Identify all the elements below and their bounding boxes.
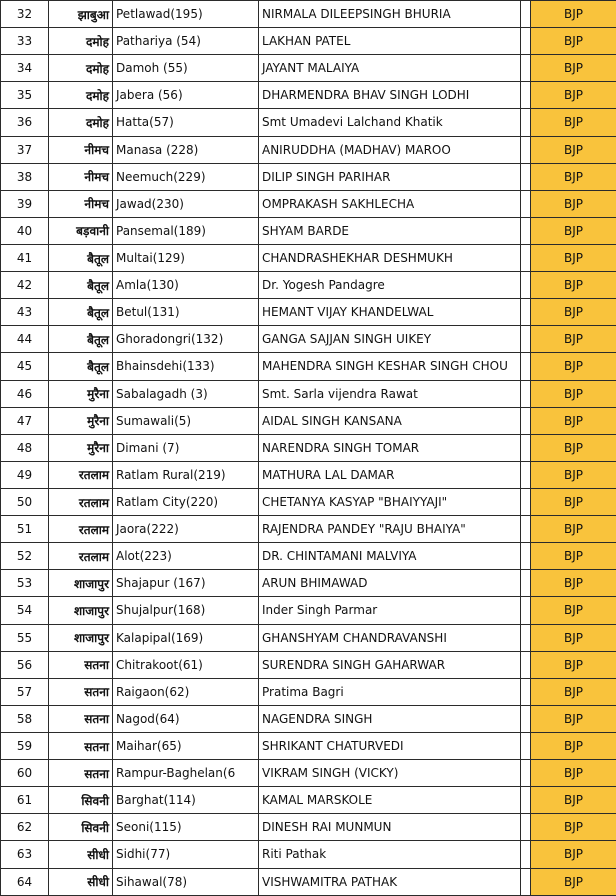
spacer-cell	[521, 217, 531, 244]
constituency-cell: Ghoradongri(132)	[113, 326, 259, 353]
party-cell: BJP	[531, 868, 616, 896]
candidate-cell: NIRMALA DILEEPSINGH BHURIA	[259, 1, 521, 28]
table-row	[1, 28, 616, 55]
constituency-cell: Shujalpur(168)	[113, 597, 259, 624]
spacer-cell	[521, 244, 531, 271]
constituency-cell: Jaora(222)	[113, 516, 259, 543]
party-cell: BJP	[531, 272, 616, 299]
district-cell: मुरैना	[49, 407, 113, 434]
table-row	[1, 597, 616, 624]
candidate-cell: Riti Pathak	[259, 841, 521, 868]
party-cell: BJP	[531, 353, 616, 380]
party-cell: BJP	[531, 407, 616, 434]
spacer-cell	[521, 380, 531, 407]
table-row	[1, 705, 616, 732]
constituency-cell: Petlawad(195)	[113, 1, 259, 28]
candidate-cell: AIDAL SINGH KANSANA	[259, 407, 521, 434]
serial-number-cell: 34	[1, 55, 49, 82]
district-cell: शाजापुर	[49, 597, 113, 624]
constituency-cell: Jawad(230)	[113, 190, 259, 217]
candidate-cell: SURENDRA SINGH GAHARWAR	[259, 651, 521, 678]
spacer-cell	[521, 760, 531, 787]
table-row	[1, 217, 616, 244]
table-row	[1, 380, 616, 407]
candidate-cell: HEMANT VIJAY KHANDELWAL	[259, 299, 521, 326]
constituency-cell: Dimani (7)	[113, 434, 259, 461]
candidate-cell: NAGENDRA SINGH	[259, 705, 521, 732]
spacer-cell	[521, 597, 531, 624]
candidate-cell: OMPRAKASH SAKHLECHA	[259, 190, 521, 217]
party-cell: BJP	[531, 651, 616, 678]
candidate-cell: KAMAL MARSKOLE	[259, 787, 521, 814]
spacer-cell	[521, 272, 531, 299]
constituency-cell: Kalapipal(169)	[113, 624, 259, 651]
constituency-cell: Hatta(57)	[113, 109, 259, 136]
party-cell: BJP	[531, 217, 616, 244]
district-cell: दमोह	[49, 55, 113, 82]
table-row	[1, 732, 616, 759]
spacer-cell	[521, 1, 531, 28]
table-row	[1, 841, 616, 868]
table-row	[1, 787, 616, 814]
district-cell: बैतूल	[49, 326, 113, 353]
district-cell: शाजापुर	[49, 570, 113, 597]
serial-number-cell: 47	[1, 407, 49, 434]
party-cell: BJP	[531, 326, 616, 353]
district-cell: बैतूल	[49, 272, 113, 299]
table-row	[1, 163, 616, 190]
spacer-cell	[521, 651, 531, 678]
district-cell: दमोह	[49, 82, 113, 109]
district-cell: सतना	[49, 760, 113, 787]
table-row	[1, 570, 616, 597]
table-row	[1, 651, 616, 678]
serial-number-cell: 53	[1, 570, 49, 597]
district-cell: शाजापुर	[49, 624, 113, 651]
party-cell: BJP	[531, 814, 616, 841]
constituency-cell: Ratlam City(220)	[113, 488, 259, 515]
candidate-cell: Pratima Bagri	[259, 678, 521, 705]
candidate-cell: MATHURA LAL DAMAR	[259, 461, 521, 488]
district-cell: बैतूल	[49, 244, 113, 271]
candidate-cell: GANGA SAJJAN SINGH UIKEY	[259, 326, 521, 353]
candidate-cell: Smt. Sarla vijendra Rawat	[259, 380, 521, 407]
spacer-cell	[521, 326, 531, 353]
table-row	[1, 136, 616, 163]
spacer-cell	[521, 814, 531, 841]
serial-number-cell: 32	[1, 1, 49, 28]
serial-number-cell: 50	[1, 488, 49, 515]
district-cell: सतना	[49, 732, 113, 759]
serial-number-cell: 57	[1, 678, 49, 705]
candidate-cell: Inder Singh Parmar	[259, 597, 521, 624]
district-cell: बैतूल	[49, 353, 113, 380]
table-row	[1, 407, 616, 434]
party-cell: BJP	[531, 136, 616, 163]
table-row	[1, 760, 616, 787]
table-row	[1, 244, 616, 271]
district-cell: सतना	[49, 678, 113, 705]
spacer-cell	[521, 190, 531, 217]
constituency-cell: Sihawal(78)	[113, 868, 259, 896]
table-row	[1, 543, 616, 570]
serial-number-cell: 62	[1, 814, 49, 841]
constituency-cell: Raigaon(62)	[113, 678, 259, 705]
candidate-cell: MAHENDRA SINGH KESHAR SINGH CHOU	[259, 353, 521, 380]
party-cell: BJP	[531, 190, 616, 217]
table-row	[1, 272, 616, 299]
district-cell: सतना	[49, 651, 113, 678]
party-cell: BJP	[531, 516, 616, 543]
district-cell: सतना	[49, 705, 113, 732]
district-cell: दमोह	[49, 109, 113, 136]
candidate-cell: DR. CHINTAMANI MALVIYA	[259, 543, 521, 570]
party-cell: BJP	[531, 1, 616, 28]
spacer-cell	[521, 488, 531, 515]
table-row	[1, 353, 616, 380]
table-row	[1, 326, 616, 353]
table-row	[1, 624, 616, 651]
constituency-cell: Shajapur (167)	[113, 570, 259, 597]
constituency-cell: Chitrakoot(61)	[113, 651, 259, 678]
district-cell: सिवनी	[49, 787, 113, 814]
serial-number-cell: 56	[1, 651, 49, 678]
serial-number-cell: 52	[1, 543, 49, 570]
party-cell: BJP	[531, 705, 616, 732]
party-cell: BJP	[531, 461, 616, 488]
table-row	[1, 461, 616, 488]
district-cell: दमोह	[49, 28, 113, 55]
spacer-cell	[521, 136, 531, 163]
district-cell: बड़वानी	[49, 217, 113, 244]
constituency-cell: Nagod(64)	[113, 705, 259, 732]
constituency-cell: Neemuch(229)	[113, 163, 259, 190]
constituency-cell: Pansemal(189)	[113, 217, 259, 244]
table-row	[1, 678, 616, 705]
party-cell: BJP	[531, 380, 616, 407]
serial-number-cell: 60	[1, 760, 49, 787]
district-cell: सीधी	[49, 841, 113, 868]
candidate-cell: DILIP SINGH PARIHAR	[259, 163, 521, 190]
constituency-cell: Manasa (228)	[113, 136, 259, 163]
district-cell: झाबुआ	[49, 1, 113, 28]
serial-number-cell: 49	[1, 461, 49, 488]
candidate-cell: VISHWAMITRA PATHAK	[259, 868, 521, 896]
serial-number-cell: 51	[1, 516, 49, 543]
district-cell: रतलाम	[49, 516, 113, 543]
table-row	[1, 868, 616, 896]
serial-number-cell: 40	[1, 217, 49, 244]
table-row	[1, 55, 616, 82]
party-cell: BJP	[531, 678, 616, 705]
district-cell: सीधी	[49, 868, 113, 896]
spacer-cell	[521, 434, 531, 461]
serial-number-cell: 61	[1, 787, 49, 814]
district-cell: रतलाम	[49, 543, 113, 570]
party-cell: BJP	[531, 434, 616, 461]
constituency-cell: Sabalagadh (3)	[113, 380, 259, 407]
constituency-cell: Alot(223)	[113, 543, 259, 570]
constituency-cell: Maihar(65)	[113, 732, 259, 759]
serial-number-cell: 39	[1, 190, 49, 217]
district-cell: नीमच	[49, 163, 113, 190]
constituency-cell: Amla(130)	[113, 272, 259, 299]
constituency-cell: Seoni(115)	[113, 814, 259, 841]
constituency-cell: Pathariya (54)	[113, 28, 259, 55]
candidate-cell: JAYANT MALAIYA	[259, 55, 521, 82]
candidate-cell: CHETANYA KASYAP "BHAIYYAJI"	[259, 488, 521, 515]
candidate-cell: LAKHAN PATEL	[259, 28, 521, 55]
spacer-cell	[521, 353, 531, 380]
spacer-cell	[521, 570, 531, 597]
spacer-cell	[521, 109, 531, 136]
serial-number-cell: 33	[1, 28, 49, 55]
candidate-cell: ARUN BHIMAWAD	[259, 570, 521, 597]
party-cell: BJP	[531, 760, 616, 787]
table-row	[1, 299, 616, 326]
party-cell: BJP	[531, 543, 616, 570]
candidate-cell: Smt Umadevi Lalchand Khatik	[259, 109, 521, 136]
serial-number-cell: 43	[1, 299, 49, 326]
serial-number-cell: 63	[1, 841, 49, 868]
spacer-cell	[521, 787, 531, 814]
spacer-cell	[521, 407, 531, 434]
spacer-cell	[521, 516, 531, 543]
serial-number-cell: 54	[1, 597, 49, 624]
table-body	[1, 1, 616, 896]
serial-number-cell: 55	[1, 624, 49, 651]
district-cell: रतलाम	[49, 461, 113, 488]
table-row	[1, 109, 616, 136]
constituency-cell: Sumawali(5)	[113, 407, 259, 434]
party-cell: BJP	[531, 163, 616, 190]
district-cell: मुरैना	[49, 434, 113, 461]
serial-number-cell: 42	[1, 272, 49, 299]
constituency-cell: Sidhi(77)	[113, 841, 259, 868]
serial-number-cell: 48	[1, 434, 49, 461]
district-cell: नीमच	[49, 190, 113, 217]
party-cell: BJP	[531, 299, 616, 326]
serial-number-cell: 38	[1, 163, 49, 190]
district-cell: मुरैना	[49, 380, 113, 407]
constituency-cell: Betul(131)	[113, 299, 259, 326]
spacer-cell	[521, 841, 531, 868]
serial-number-cell: 58	[1, 705, 49, 732]
constituency-cell: Damoh (55)	[113, 55, 259, 82]
serial-number-cell: 37	[1, 136, 49, 163]
constituency-cell: Bhainsdehi(133)	[113, 353, 259, 380]
party-cell: BJP	[531, 244, 616, 271]
serial-number-cell: 64	[1, 868, 49, 896]
spacer-cell	[521, 868, 531, 896]
candidate-cell: DHARMENDRA BHAV SINGH LODHI	[259, 82, 521, 109]
table-row	[1, 814, 616, 841]
spacer-cell	[521, 678, 531, 705]
candidate-cell: SHYAM BARDE	[259, 217, 521, 244]
table-row	[1, 190, 616, 217]
table-row	[1, 516, 616, 543]
district-cell: बैतूल	[49, 299, 113, 326]
candidate-cell: GHANSHYAM CHANDRAVANSHI	[259, 624, 521, 651]
party-cell: BJP	[531, 109, 616, 136]
spacer-cell	[521, 624, 531, 651]
table-row	[1, 434, 616, 461]
serial-number-cell: 45	[1, 353, 49, 380]
table-row	[1, 488, 616, 515]
serial-number-cell: 35	[1, 82, 49, 109]
party-cell: BJP	[531, 787, 616, 814]
spacer-cell	[521, 732, 531, 759]
constituency-cell: Multai(129)	[113, 244, 259, 271]
constituency-cell: Jabera (56)	[113, 82, 259, 109]
spacer-cell	[521, 461, 531, 488]
party-cell: BJP	[531, 732, 616, 759]
party-cell: BJP	[531, 488, 616, 515]
spacer-cell	[521, 28, 531, 55]
spacer-cell	[521, 55, 531, 82]
party-cell: BJP	[531, 28, 616, 55]
party-cell: BJP	[531, 570, 616, 597]
serial-number-cell: 46	[1, 380, 49, 407]
party-cell: BJP	[531, 82, 616, 109]
serial-number-cell: 44	[1, 326, 49, 353]
party-cell: BJP	[531, 841, 616, 868]
serial-number-cell: 41	[1, 244, 49, 271]
constituency-cell: Rampur-Baghelan(6	[113, 760, 259, 787]
candidate-cell: DINESH RAI MUNMUN	[259, 814, 521, 841]
party-cell: BJP	[531, 597, 616, 624]
spacer-cell	[521, 705, 531, 732]
district-cell: सिवनी	[49, 814, 113, 841]
candidate-cell: RAJENDRA PANDEY "RAJU BHAIYA"	[259, 516, 521, 543]
district-cell: रतलाम	[49, 488, 113, 515]
spacer-cell	[521, 299, 531, 326]
candidate-cell: CHANDRASHEKHAR DESHMUKH	[259, 244, 521, 271]
candidate-cell: SHRIKANT CHATURVEDI	[259, 732, 521, 759]
party-cell: BJP	[531, 624, 616, 651]
constituency-cell: Ratlam Rural(219)	[113, 461, 259, 488]
serial-number-cell: 36	[1, 109, 49, 136]
party-cell: BJP	[531, 55, 616, 82]
district-cell: नीमच	[49, 136, 113, 163]
constituency-cell: Barghat(114)	[113, 787, 259, 814]
table-row	[1, 1, 616, 28]
serial-number-cell: 59	[1, 732, 49, 759]
candidate-cell: ANIRUDDHA (MADHAV) MAROO	[259, 136, 521, 163]
candidate-cell: Dr. Yogesh Pandagre	[259, 272, 521, 299]
candidate-cell: VIKRAM SINGH (VICKY)	[259, 760, 521, 787]
spacer-cell	[521, 543, 531, 570]
table-row	[1, 82, 616, 109]
candidate-cell: NARENDRA SINGH TOMAR	[259, 434, 521, 461]
spacer-cell	[521, 163, 531, 190]
spacer-cell	[521, 82, 531, 109]
